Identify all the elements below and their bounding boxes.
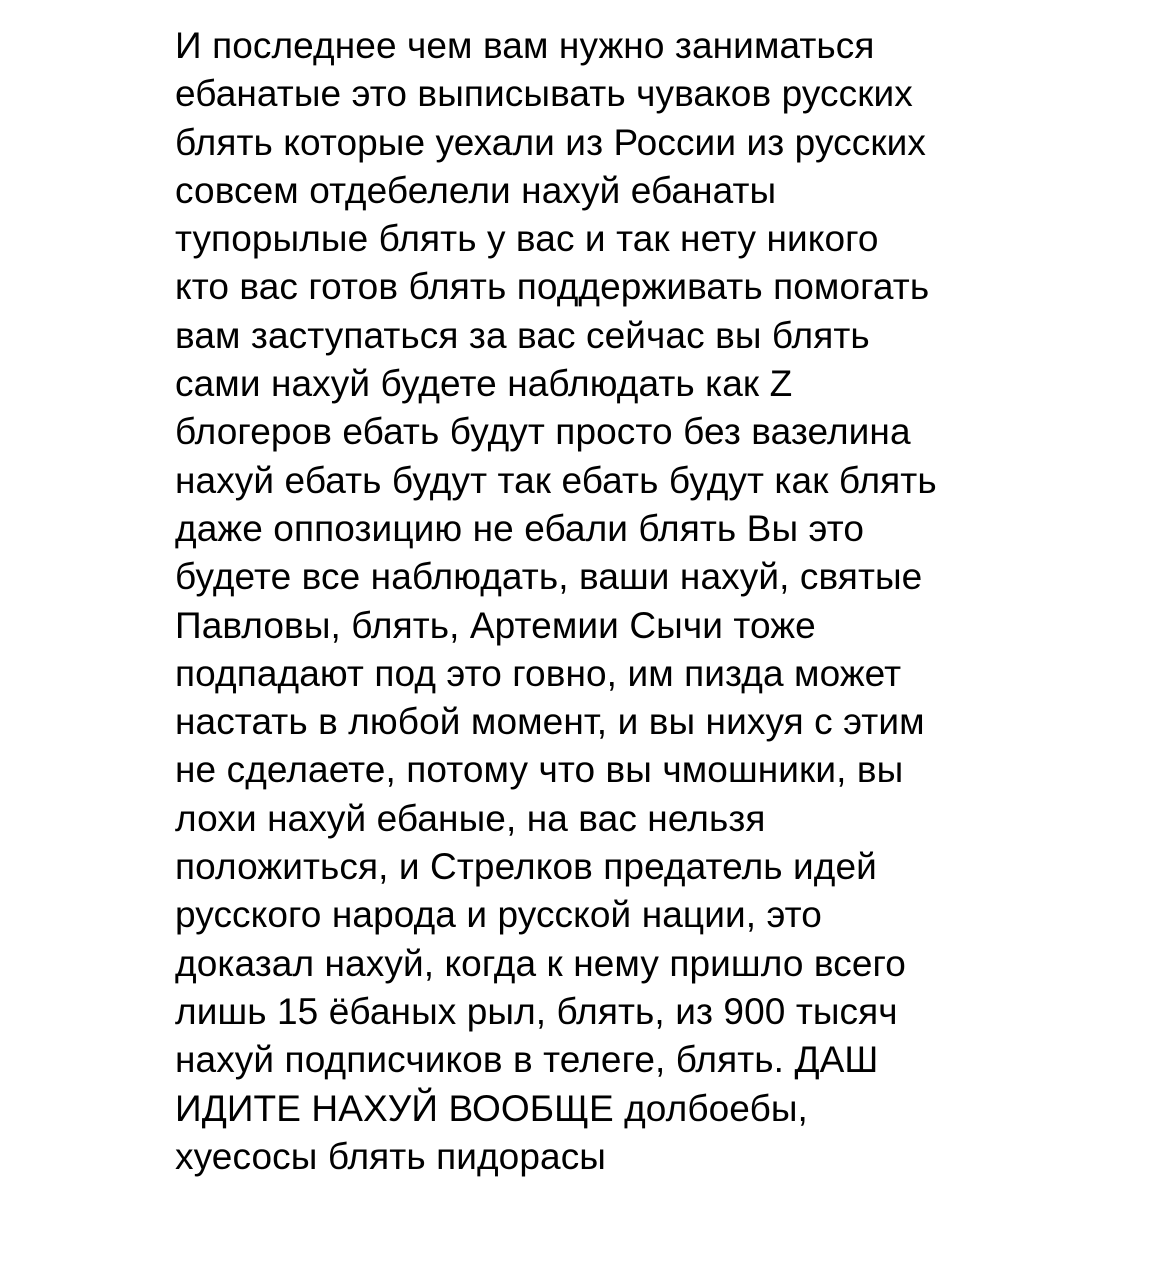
text-line: тупорылые блять у вас и так нету никого (175, 218, 879, 260)
text-line: лохи нахуй ебаные, на вас нельзя (175, 797, 766, 839)
text-line: блогеров ебать будут просто без вазелина (175, 411, 911, 453)
text-line: будете все наблюдать, ваши нахуй, святые (175, 556, 923, 598)
text-line: нахуй ебать будут так ебать будут как блять (175, 459, 937, 501)
text-block (175, 22, 1135, 1181)
text-line: ебанатые это выписывать чуваков русских (175, 73, 913, 115)
text-line: Павловы, блять, Артемии Сычи тоже (175, 604, 816, 646)
text-line: подпадают под это говно, им пизда может (175, 652, 902, 694)
text-line: лишь 15 ёбаных рыл, блять, из 900 тысяч (175, 990, 898, 1032)
text-line: не сделаете, потому что вы чмошники, вы (175, 749, 904, 791)
text-line: блять которые уехали из России из русских (175, 121, 926, 163)
text-line: совсем отдебелели нахуй ебанаты (175, 169, 777, 211)
text-line: хуесосы блять пидорасы (175, 1135, 607, 1177)
text-line: доказал нахуй, когда к нему пришло всего (175, 942, 906, 984)
text-line: настать в любой момент, и вы нихуя с этим (175, 701, 925, 743)
text-line: русского народа и русской нации, это (175, 894, 822, 936)
text-line: положиться, и Стрелков предатель идей (175, 846, 877, 888)
text-line: кто вас готов блять поддерживать помогать (175, 266, 930, 308)
text-line: вам заступаться за вас сейчас вы блять (175, 314, 870, 356)
text-line: нахуй подписчиков в телеге, блять. ДАШ (175, 1039, 879, 1081)
text-line: И последнее чем вам нужно заниматься (175, 25, 875, 66)
text-line: сами нахуй будете наблюдать как Z (175, 363, 793, 405)
text-line: ИДИТЕ НАХУЙ ВООБЩЕ долбоебы, (175, 1087, 808, 1129)
text-line: даже оппозицию не ебали блять Вы это (175, 507, 865, 549)
